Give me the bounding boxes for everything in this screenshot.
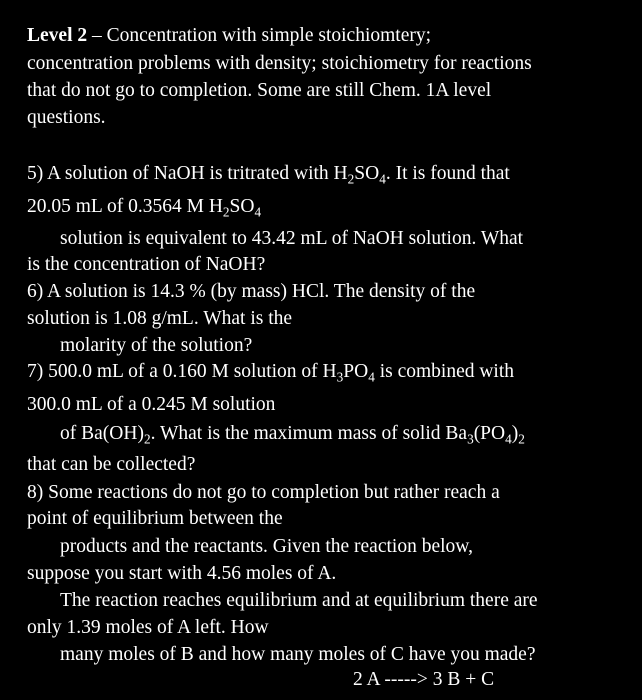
level-label: Level 2 [27,25,88,46]
subscript: 4 [505,431,512,447]
q5-text: . It is found that [385,163,510,184]
q6-line-3: molarity of the solution? [60,335,253,356]
q6-line-2: solution is 1.08 g/mL. What is the [27,308,293,329]
subscript: 2 [518,431,525,447]
subscript: 4 [379,171,386,187]
q8-line-6: only 1.39 moles of A left. How [27,617,269,638]
header-line-1 [27,24,431,48]
q7-text: . What is the maximum mass of solid Ba [150,423,468,444]
q5-line-1 [27,162,510,186]
reaction-equation: 2 A -----> 3 B + C [353,669,495,690]
q7-line-3 [60,422,525,446]
q5-text: SO [354,163,380,184]
q5-text: 20.05 mL of 0.3564 M H [27,196,223,217]
subscript: 4 [368,369,375,385]
q8-line-3: products and the reactants. Given the reaction below, [60,536,473,557]
q7-text: 7) 500.0 mL of a 0.160 M solution of H [27,361,337,382]
header-line-2: concentration problems with density; stoichiometry for reactions [27,53,532,74]
q5-text: SO [229,196,255,217]
header-title-part-1: Concentration with simple stoichiomtery; [106,25,432,46]
q6-line-1: 6) A solution is 14.3 % (by mass) HCl. The density of the [27,281,476,302]
subscript: 2 [143,431,151,447]
q5-line-4: is the concentration of NaOH? [27,254,266,275]
subscript: 4 [254,204,262,220]
q7-text: (PO [473,423,506,444]
header-line-3: that do not go to completion. Some are still Chem. 1A level [27,80,492,101]
subscript: 3 [467,431,474,447]
header-dash: – [87,25,107,46]
q7-text: is combined with [374,361,515,382]
q5-line-2 [27,195,261,219]
q5-line-3: solution is equivalent to 43.42 mL of NaOH solution. What [60,228,524,249]
q7-line-2: 300.0 mL of a 0.245 M solution [27,394,276,415]
q7-text: of Ba(OH) [60,423,144,444]
subscript: 2 [347,171,355,187]
q7-text: PO [343,361,369,382]
q7-line-1 [27,360,514,384]
q8-line-4: suppose you start with 4.56 moles of A. [27,563,337,584]
q7-line-4: that can be collected? [27,454,196,475]
q8-line-2: point of equilibrium between the [27,508,283,529]
q8-line-1: 8) Some reactions do not go to completion but rather reach a [27,482,500,503]
q5-text: 5) A solution of NaOH is tritrated with H [27,163,348,184]
subscript: 3 [336,369,344,385]
q8-line-7: many moles of B and how many moles of C have you made? [60,644,536,665]
header-line-4: questions. [27,107,106,128]
q8-line-5: The reaction reaches equilibrium and at equilibrium there are [60,590,538,611]
subscript: 2 [222,204,230,220]
q7-text: ) [511,423,519,444]
